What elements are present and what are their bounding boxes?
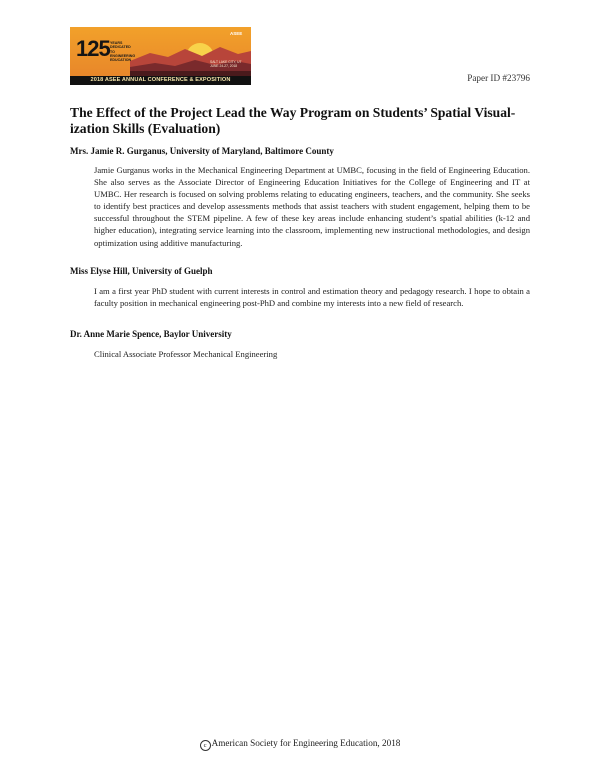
copyright-text: American Society for Engineering Education, 2018 bbox=[211, 738, 401, 748]
paper-title bbox=[70, 105, 532, 137]
author-bio: I am a first year PhD student with current interests in control and estimation theory and pedagogy research. I hope to obtain a faculty position in mechanical engineering post-PhD and combine my interests into a new field of research. bbox=[94, 286, 530, 309]
author-name: Miss Elyse Hill, University of Guelph bbox=[70, 266, 213, 276]
copyright-icon: c bbox=[200, 740, 211, 751]
anniversary-number: 125 bbox=[76, 36, 110, 61]
paper-id: Paper ID #23796 bbox=[467, 73, 530, 83]
anniversary-tagline: YEARS DEDICATED TO ENGINEERING EDUCATION bbox=[110, 41, 136, 63]
paper-title-line1: The Effect of the Project Lead the Way Program on Students’ Spatial Visual- bbox=[70, 105, 516, 120]
conference-banner bbox=[70, 27, 251, 85]
paper-title-line2: ization Skills (Evaluation) bbox=[70, 121, 221, 136]
asee-badge: ASEE bbox=[230, 31, 243, 36]
author-name: Dr. Anne Marie Spence, Baylor University bbox=[70, 329, 232, 339]
author-name: Mrs. Jamie R. Gurganus, University of Maryland, Baltimore County bbox=[70, 146, 334, 156]
author-bio: Jamie Gurganus works in the Mechanical Engineering Department at UMBC, focusing in the field of Engineering Education. She also serves as the Associate Director of Engineering Education Initiatives for the College of Engineering and IT at UMBC. Her research is focused on solving problems relating to educating engineers, teachers, and the community. She seeks to identify best practices and develop assessments methods that assist teachers with student engagement, helping them to be successful throughout the STEM pipeline. A few of these key areas include enhancing student’s spatial abilities (k-12 and higher education), integrating service learning into the classroom, implementing new instructional methodologies, and design optimization using additive manufacturing. bbox=[94, 165, 530, 248]
copyright-footer bbox=[0, 738, 600, 751]
conference-label: 2018 ASEE ANNUAL CONFERENCE & EXPOSITION bbox=[70, 76, 251, 85]
conference-venue: SALT LAKE CITY, UT JUNE 24-27, 2018 bbox=[210, 60, 242, 68]
author-bio: Clinical Associate Professor Mechanical Engineering bbox=[94, 349, 278, 359]
